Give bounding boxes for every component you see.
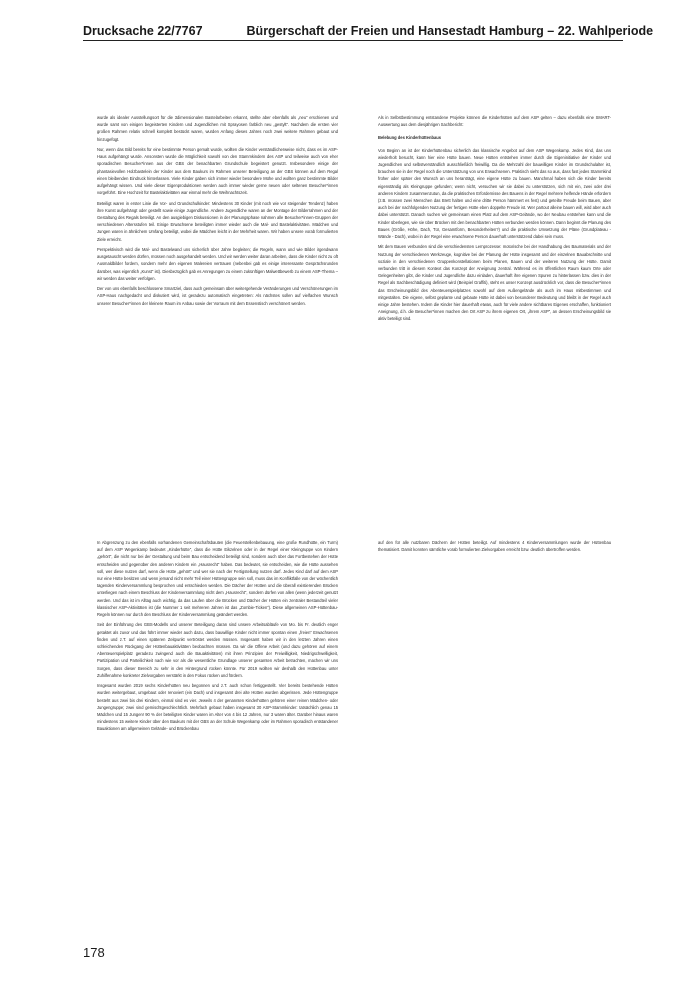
paragraph: Als in Selbstbestimmung entstandene Projekte können die Kinderhütten auf dem ASP gelten – dazu ebenfalls eine SMART-Auswertung aus dem diesjährigen Sachbericht: <box>378 115 611 128</box>
page-header <box>83 24 654 41</box>
text-block-left-top <box>97 114 338 414</box>
page-number: 178 <box>83 945 105 960</box>
paragraph: auf den für alle nutzbaren Dächern der Hütten beteiligt. Auf mindestens 4 Kinderversammlungen wurde der Hüttenbau thematisiert. Damit konnten sämtliche vorab formulierten Zielvorgaben erreicht bzw. deutlich übertroffen werden. <box>378 540 611 553</box>
section-subheading: Belebung des Kinderhüttenbaus <box>378 135 442 141</box>
paragraph: Nur, wenn das Bild bereits für eine bestimmte Person gemalt wurde, wollten die Kinder verständlicherweise nicht, dass es im ASP-Haus aufgehängt wurde. Ansonsten wurde die Möglichkeit sowohl von den Stammkindern des ASP und teilweise auch von eher sporadischen Besucher*innen aus der GBS der benachbarten Grundschule begeistert genutzt. Insbesondere einige der phantasievollen Holzbastelein der Kinder aus dem Baukurs im Rahmen unserer Beteiligung an der GBS können auf dem Regal einen bleibenden Eindruck hinterlassen. Viele Kinder gaben sich immer wieder besondere Mühe und wollten ganz bestimmte Bilder aufgehängt wissen. Und viele dieser Eigenproduktionen werden auch immer wieder gerne neuen oder seltenen Besucher*innen vorgeführt. Eine Hochzeit für Bastelaktivitäten war einmal mehr die Weihnachtszeit. <box>97 147 338 196</box>
paragraph: Seit der Einführung des GBS-Modells und unserer Beteiligung daran sind unsere Arbeitsabläufe von Mo. bis Fr. deutlich enger getaktet als zuvor und das führt immer wieder auch dazu, dass bauwillige Kinder nicht immer spontan einen „freien“ Erwachsenen finden und z.T. auf einen späteren Zeitpunkt vertröstet werden müssen. Insgesamt haben wir in den letzten Jahren einen schleichenden Rückgang der Hüttenbauaktivitäten beobachten müssen. Da wir die Offene Arbeit (und dazu gehören auf einem Abenteuerspielplatz geradezu zwingend auch die Bauaktivitäten) mit ihren Prinzipien der Freiwilligkeit, Niedrigschwelligkeit, Partizipation und Parteilichkeit nach wie vor als die wesentliche Grundlage unserer gesamten Arbeit betrachten, machen wir uns Sorgen, dass dieser Bereich zu sehr in den Hintergrund rücken könnte. Für 2019 wollten wir deshalb den Hüttenbau unter Zuhilfenahme konkreter Zielvorgaben verstärkt in den Fokus rücken und fördern. <box>97 622 338 678</box>
document-number: Drucksache 22/7767 <box>83 24 203 38</box>
parliament-title: Bürgerschaft der Freien und Hansestadt Hamburg – 22. Wahlperiode <box>246 24 654 38</box>
paragraph: Mit dem Bauen verbunden sind die verschiedensten Lernprozesse: motorische bei der Handhabung des Baumaterials und der Nutzung der verschiedenen Werkzeuge, kognitive bei der Planung der Hütte insgesamt und der einzelnen Bauabschnitte und soziale in den verschiedenen Gruppenkonstellationen beim Planen, Bauen und der weiteren Nutzung der Hütte. Damit verbunden tritt in diesem Kontext das Konzept der Aneignung zentral. Während es im öffentlichen Raum kaum Orte oder Gelegenheiten gibt, die Kinder und Jugendliche dazu einladen, dauerhaft ihre eigenen Spuren zu hinterlassen bzw. dies in der Regel als Sachbeschädigung definiert wird (Beispiel Graffiti), steht es unser Konzept ausdrücklich vor, dass die Besucher*innen das Erscheinungsbild des Abenteuerspielplatzes sowohl auf dem Außengelände als auch im Haus mitbestimmen und mitgestalten. Die eigene, selbst geplante und gebaute Hütte ist dabei von besonderer Bedeutung und bleibt in der Regel auch einige Jahre bestehen. Indem die Kinder hier dauerhaft etwas, auch für viele andere sichtbares Eigenes erschaffen, funktioniert Aneignung, d.h. die Besucher*innen machen den Ort ASP zu ihrem eigenen Ort, „ihrem ASP“, an dessen Erscheinungsbild sie aktiv beteiligt sind. <box>378 244 611 322</box>
paragraph: Insgesamt wurden 2019 sechs Kinderhütten neu begonnen und z.T. auch schon fertiggestellt. Vier bereits bestehende Hütten wurden weitergebaut, umgebaut oder renoviert (ein Dach) und insgesamt drei alte Hütten wurden abgerissen. Jede Hüttengruppe besteht aus zwei bis drei Kindern, einmal sind es vier. Jeweils 4 der genannten Kinderhütten gehören einer reinen Mädchen- oder Jungengruppe; zwei sind gemischtgeschlechtlich. Mehrfach gebaut haben insgesamt 30 ASP-Stammkinder: tatsächlich genau 15 Mädchen und 15 Jungen! 90 % der beteiligten Kinder waren im Alter von 4 bis 12 Jahren, nur 3 waren älter. Darüber hinaus waren mindestens 15 weitere Kinder über den Baukurs mit der GBS an der Schule Wegenkamp oder im Rahmen sporadisch entstandener Bauaktionen am allgemeinen Gelände- und Brückenbau <box>97 683 338 732</box>
paragraph: Von Beginn an ist der Kinderhüttenbau sicherlich das klassische Angebot auf dem ASP Wegenkamp. Jedes Kind, das uns wiederholt besucht, kann hier eine Hütte bauen. Neue Hütten entstehen immer durch die Eigeninitiative der Kinder und Jugendlichen und selbstverständlich ausschließlich freiwillig. Da die Mehrzahl der bauwilligen Kinder im Grundschulalter ist, brauchen sie in der Regel noch die Unterstützung von uns Erwachsenen. Praktisch sieht das so aus, dass fast jedes Stammkind früher oder später den Wunsch an uns heranträgt, eine eigene Hütte zu bauen. Manchmal haben sich die Kinder bereits eigenständig als Kleingruppe gefunden; wenn nicht, versuchen wir sie dabei zu unterstützen, sich mit ein, zwei oder drei anderen Kindern zusammenzutun, da die praktischen Erfordernisse des Bauens in der Regel mehrere helfende Hände erfordern (z.B. müssen zwei Menschen das Brett halten und eine dritte Person hämmert es fest) und geteilte Freude beim Bauen, aber auch bei der nachfolgenden Nutzung der fertigen Hütte eben doppelte Freude ist. Wer partout alleine bauen will, wird aber auch dabei unterstützt. Danach suchen wir gemeinsam einen Platz auf dem ASP-Gelände, wo der Neubau entstehen kann und die Kinder überlegen, wie sie über Brücken mit den benachbarten Hütten verbunden werden können. Dann beginnt die Planung des Baues (Größe, Höhe, Dach, Tür, Gesamtform, Besonderheiten?) und die praktische Umsetzung der Pläne (Grundplateau - Wände - Dach), wobei in der Regel eine erwachsene Person dauerhaft unterstützend dabei sein muss. <box>378 147 611 240</box>
text-block-right-bottom <box>378 539 611 579</box>
text-block-right-top <box>378 114 611 414</box>
paragraph: Der von uns ebenfalls beschlossene Smartziel, dass auch gemeinsam über weitergehende Veränderungen und Verschönerungen im ASP-Haus nachgedacht und diskutiert wird, ist geradezu automatisch eingetreten: Als nächstes sollen auf vielfachen Wunsch unserer Besucher*innen der kleinere Raum im Anbau sowie der Vorraum mit dem Essenstisch verschönert werden. <box>97 286 338 306</box>
paragraph: Perspektivisch wird die Mal- und Bastelwand uns sicherlich über Jahre begleiten; die Regeln, wann und wie Bilder irgendwann ausgetauscht werden dürfen, müssen noch ausgehandelt werden. Und wir werden weiter daran arbeiten, dass die Kinder nicht zu oft Ausmaldbilder fordern, sondern mehr den eigenen Malereien vertrauen (nebenbei gab es einige interessante Gesprächsrunden darüber, was eigentlich „Kunst“ ist). Diesbezüglich gab es Anregungen zu einem zukünftigen Malwettbewerb zu einem ASP-Thema – wir werden das weiter verfolgen. <box>97 247 338 281</box>
text-block-left-bottom <box>97 539 338 906</box>
paragraph: Beteiligt waren in erster Linie die Vor- und Grundschulkinder: Mindestens 30 Kinder (mit noch wie vor steigender Tendenz) haben ihre Kunst aufgehängt oder gestellt sowie einige Jugendliche. Andere Jugendliche waren an der Montage der Bilderrahmen und der Gestaltung des Regals beteiligt. An den ausgiebigen Diskussionen in der Planungsphase nahmen alle Besucher*innen-Gruppen der verschiedenen Altersstufen teil. Einige Erwachsene beteiligten immer wieder auch die Mal- und Bastelaktivitäten. Mädchen und Jungen waren in ähnlichem Umfang beteiligt, wobei die Mädchen leicht in der Mehrheit waren. Wir haben unsere vorab formulierten Ziele erreicht. <box>97 200 338 242</box>
paragraph: In Abgrenzung zu den ebenfalls vorhandenen Gemeinschaftsbauten (die Feuerstellenbebauung, eine große Rundhütte, ein Turm) auf dem ASP Wegenkamp bedeutet „Kinderhütte“, dass die Hütte Eikzelnen oder in der Regel einer Kleingruppe von Kindern „gehört“, die nicht nur bei der Gestaltung und beim Bau entscheidend beteiligt sind, sondern auch über das Fortbestehen der Hütte entscheiden und gegenüber den anderen Kindern ein „Hausrecht“ haben. Das bedeutet, sie entscheiden, wie die Hütte aussehen soll, wer diese nutzen darf, wenn die Hütte „gehört“ und wer sie nach der Fertigstellung nutzen darf. Jedes Kind darf auf dem ASP nur eine Hütte besitzen und wenn jemand nicht mehr Teil einer Hüttengruppe sein soll, muss das im Konfliktfalle von der wöchentlich tagenden Kinderversammlung besprochen und entschieden werden. Die Dächer der Hütten und die überall existierenden Brücken unterliegen nach einem Beschluss der Kinderversammlung nicht dem „Hausrecht“, sondern dürfen von allen (wenn jederzeit genutzt werden. Und das ist im Alltag auch wichtig, da das Laufen über die Brücken und Dächer der Hütten ein zentraler Bestandteil vieler klassischer ASP-Aktivitäten ist (die Nummer 1 seit mehreren Jahren ist das „Zombie-Ticken“). Diese allgemeinen ASP-Hüttenbau-Regeln können nur durch den Beschluss der Kinderversammlung geändert werden. <box>97 540 338 618</box>
paragraph: wurde als idealer Ausstellungsort für die 3dimensionalen Bastelarbeiten erkannt, stellte aber ebenfalls als „neu“ erschienen und wurde samt von einigen begeisterten Kindern und Jugendlichen mit Sprayosen farblich neu „gestylt“. Nachdem die ersten vier großen Rahmen relativ schnell komplett bestückt waren, wurden Anfang dieses Jahres noch zwei weitere Rahmen gebaut und hinzugefügt. <box>97 115 338 142</box>
